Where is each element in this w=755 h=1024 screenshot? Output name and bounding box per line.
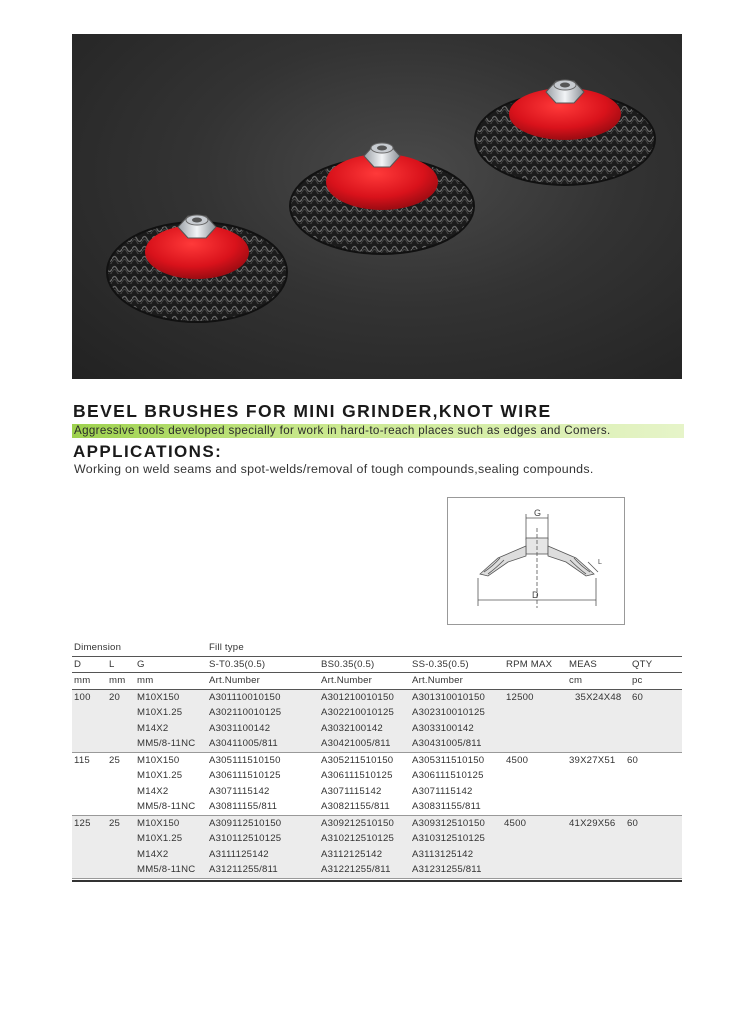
- unit-ss: Art.Number: [412, 675, 464, 686]
- cell-b: A306111510125: [321, 770, 393, 781]
- cell-rpm: 4500: [504, 817, 527, 829]
- unit-d: mm: [74, 675, 91, 686]
- cell-s: A3071115142: [209, 785, 270, 797]
- cell-b: A302210010125: [321, 707, 395, 718]
- table-group: [72, 816, 682, 879]
- cell-meas: 41X29X56: [569, 817, 616, 829]
- table-row: [72, 721, 682, 737]
- cell-rpm: 12500: [506, 691, 534, 703]
- cell-g: M10X150: [137, 754, 180, 766]
- table-bottom-rule: [72, 880, 682, 882]
- spec-table: [72, 640, 682, 882]
- cell-g: M10X1.25: [137, 707, 183, 718]
- cell-s: A305111510150: [209, 754, 281, 766]
- cell-ss: A309312510150: [412, 817, 486, 829]
- table-row: [72, 816, 682, 832]
- cell-b: A3032100142: [321, 722, 383, 734]
- col-g: G: [137, 658, 145, 670]
- cell-b: A310212510125: [321, 833, 395, 844]
- applications-heading: APPLICATIONS:: [73, 442, 223, 461]
- table-row: [72, 753, 682, 769]
- cell-g: M14X2: [137, 722, 169, 734]
- cell-s: A30811155/811: [209, 801, 278, 812]
- cell-g: M14X2: [137, 848, 169, 860]
- cell-qty: 60: [627, 817, 639, 829]
- cell-s: A306111510125: [209, 770, 281, 781]
- cell-s: A309112510150: [209, 817, 282, 829]
- table-group: [72, 690, 682, 753]
- unit-l: mm: [109, 675, 126, 686]
- cell-g: M14X2: [137, 785, 169, 797]
- subtitle: Aggressive tools developed specially for work in hard-to-reach places such as edges and Comers.: [74, 424, 611, 437]
- cell-g: M10X1.25: [137, 770, 183, 781]
- cell-qty: 60: [627, 754, 639, 766]
- cell-s: A30411005/811: [209, 738, 278, 749]
- cell-g: MM5/8-11NC: [137, 864, 196, 875]
- fill-type-header: Fill type: [209, 642, 244, 653]
- cell-g: M10X150: [137, 691, 180, 703]
- cell-s: A301110010150: [209, 691, 281, 703]
- cell-ss: A305311510150: [412, 754, 485, 766]
- cell-d: 115: [74, 754, 90, 766]
- page-title: BEVEL BRUSHES FOR MINI GRINDER,KNOT WIRE: [73, 401, 552, 421]
- cell-l: 25: [109, 754, 121, 766]
- cell-d: 125: [74, 817, 91, 829]
- cell-ss: A3071115142: [412, 785, 473, 797]
- col-d: D: [74, 658, 82, 670]
- table-row: [72, 736, 682, 752]
- brush-middle: [290, 143, 474, 254]
- unit-g: mm: [137, 675, 154, 686]
- unit-qty: pc: [632, 675, 643, 686]
- cell-s: A310112510125: [209, 833, 282, 844]
- table-group-header: [72, 640, 682, 656]
- brush-right: [475, 80, 655, 185]
- col-rpm: RPM MAX: [506, 658, 553, 670]
- col-meas: MEAS: [569, 658, 597, 670]
- cell-qty: 60: [632, 691, 644, 703]
- table-row: [72, 705, 682, 721]
- cell-s: A3111125142: [209, 848, 269, 860]
- cell-s: A31211255/811: [209, 864, 278, 875]
- diagram-label-d: D: [532, 590, 539, 600]
- cell-meas: 39X27X51: [569, 754, 616, 766]
- cell-b: A3112125142: [321, 848, 383, 860]
- col-s: S-T0.35(0.5): [209, 658, 266, 670]
- table-column-header: [72, 656, 682, 674]
- cell-b: A30421005/811: [321, 738, 391, 749]
- cell-b: A305211510150: [321, 754, 394, 766]
- unit-meas: cm: [569, 675, 583, 686]
- dimension-header: Dimension: [74, 642, 122, 653]
- cell-ss: A301310010150: [412, 691, 486, 703]
- cell-ss: A310312510125: [412, 833, 486, 844]
- table-row: [72, 799, 682, 815]
- cell-b: A3071115142: [321, 785, 382, 797]
- cell-ss: A30431005/811: [412, 738, 482, 749]
- col-b: BS0.35(0.5): [321, 658, 375, 670]
- diagram-label-g: G: [534, 508, 542, 518]
- col-qty: QTY: [632, 658, 653, 670]
- table-row: [72, 831, 682, 847]
- table-row: [72, 862, 682, 878]
- cell-g: MM5/8-11NC: [137, 801, 196, 812]
- brush-left: [107, 215, 287, 322]
- col-l: L: [109, 658, 115, 670]
- table-row: [72, 690, 682, 706]
- technical-drawing: [447, 497, 625, 625]
- cell-rpm: 4500: [506, 754, 529, 766]
- cell-meas: 35X24X48: [575, 691, 622, 703]
- unit-b: Art.Number: [321, 675, 373, 686]
- applications-text: Working on weld seams and spot-welds/removal of tough compounds,sealing compounds.: [74, 462, 594, 476]
- cell-ss: A30831155/811: [412, 801, 481, 812]
- cell-b: A30821155/811: [321, 801, 390, 812]
- cell-ss: A3113125142: [412, 848, 474, 860]
- diagram-label-l: L: [598, 559, 602, 566]
- table-group: [72, 753, 682, 816]
- cell-b: A301210010150: [321, 691, 395, 703]
- table-row: [72, 784, 682, 800]
- cell-ss: A31231255/811: [412, 864, 482, 875]
- cell-s: A302110010125: [209, 707, 282, 718]
- cell-g: M10X1.25: [137, 833, 183, 844]
- cell-s: A3031100142: [209, 722, 271, 734]
- cell-l: 20: [109, 691, 121, 703]
- cell-l: 25: [109, 817, 121, 829]
- cell-b: A31221255/811: [321, 864, 391, 875]
- cell-g: MM5/8-11NC: [137, 738, 196, 749]
- product-photo: [72, 34, 682, 379]
- cell-d: 100: [74, 691, 91, 703]
- cell-ss: A302310010125: [412, 707, 486, 718]
- cell-ss: A306111510125: [412, 770, 484, 781]
- unit-s: Art.Number: [209, 675, 261, 686]
- table-units-row: [72, 673, 682, 690]
- cell-b: A309212510150: [321, 817, 395, 829]
- table-row: [72, 768, 682, 784]
- cell-ss: A3033100142: [412, 722, 474, 734]
- col-ss: SS-0.35(0.5): [412, 658, 469, 670]
- table-row: [72, 847, 682, 863]
- cell-g: M10X150: [137, 817, 180, 829]
